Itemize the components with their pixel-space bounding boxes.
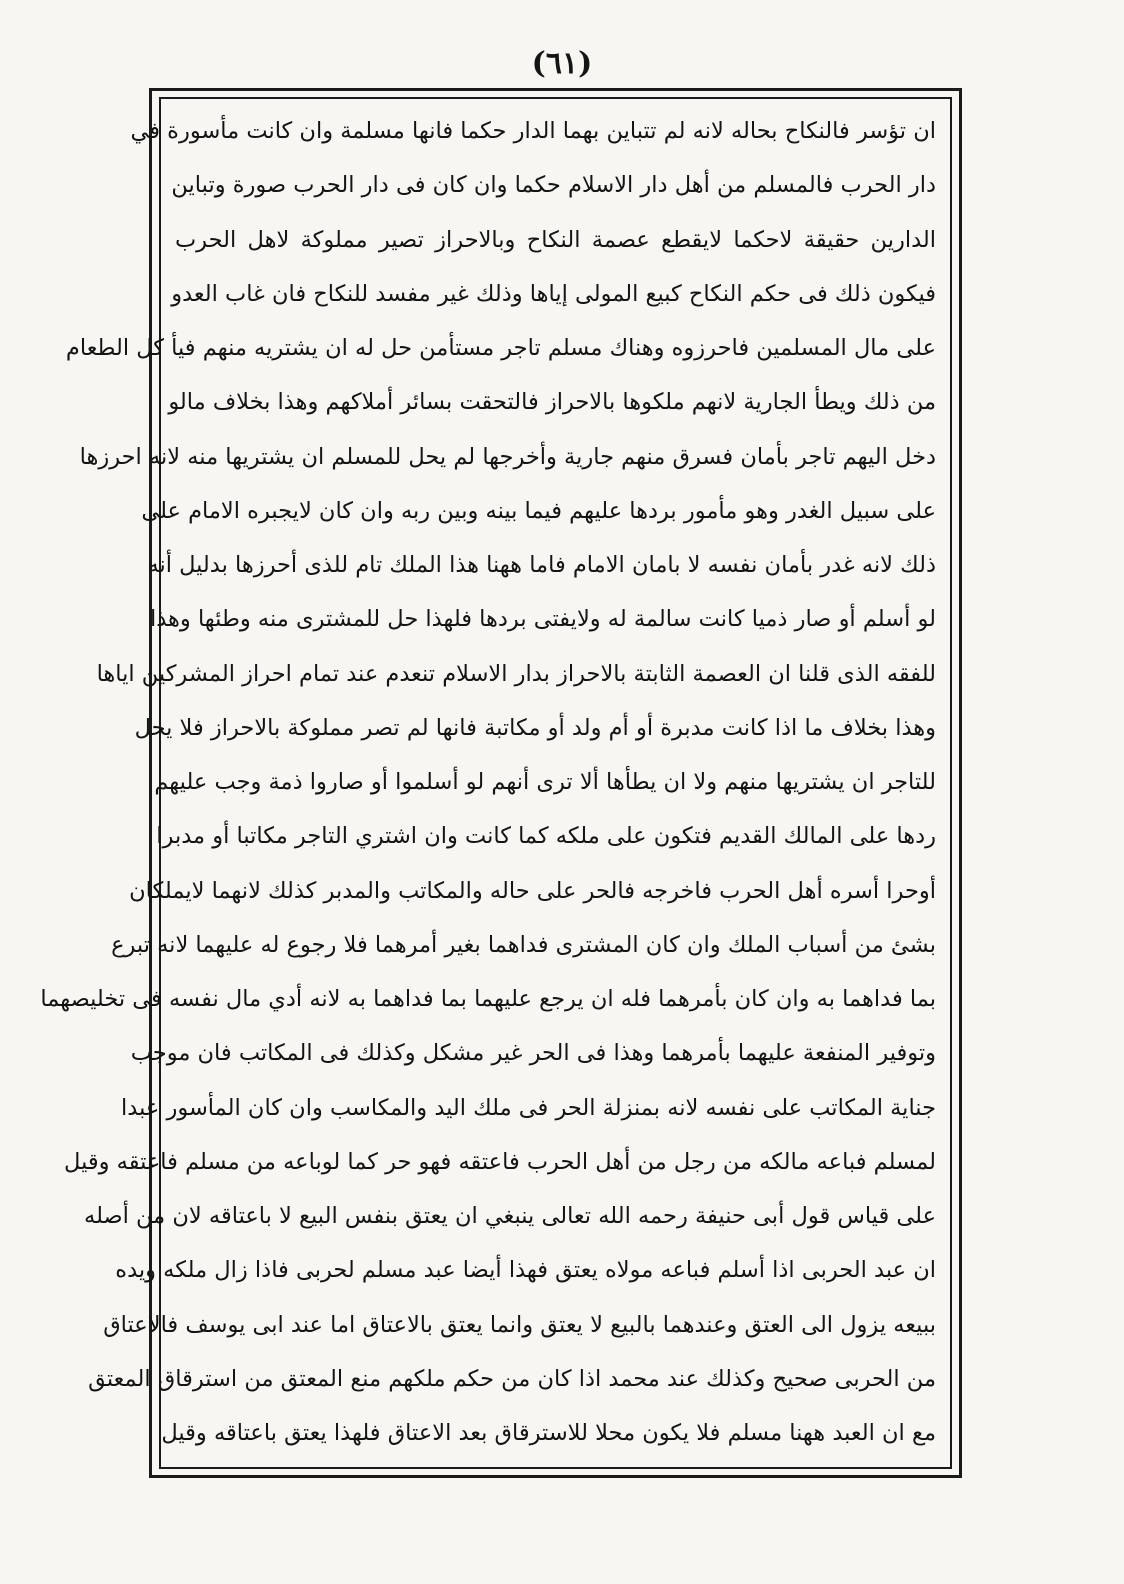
text-line: ردها على المالك القديم فتكون على ملكه كما كانت وان اشتري التاجر مكاتبا أو مدبرا [156,823,936,850]
text-line: بشئ من أسباب الملك وان كان المشترى فداهما بغير أمرهما فلا رجوع له عليهما لانه تبرع [111,931,936,958]
text-line: الدارين حقيقة لاحكما لايقطع عصمة النكاح وبالاحراز تصير مملوكة لاهل الحرب [175,226,936,253]
text-line: لو أسلم أو صار ذميا كانت سالمة له ولايفتى بردها فلهذا حل للمشترى منه وطئها وهذا [150,606,936,633]
text-line: دار الحرب فالمسلم من أهل دار الاسلام حكما وان كان فى دار الحرب صورة وتباين [171,172,936,199]
text-line: ان عبد الحربى اذا أسلم فباعه مولاه يعتق فهذا أيضا عبد مسلم لحربى فاذا زال ملكه ويده [115,1257,936,1284]
text-line: وهذا بخلاف ما اذا كانت مدبرة أو أم ولد أو مكاتبة فانها لم تصر مملوكة بالاحراز فلا يحل [134,714,936,741]
text-line: للتاجر ان يشتريها منهم ولا ان يطأها ألا ترى أنهم لو أسلموا أو صاروا ذمة وجب عليهم [154,769,936,795]
text-line: فيكون ذلك فى حكم النكاح كبيع المولى إياها وذلك غير مفسد للنكاح فان غاب العدو [171,280,936,307]
text-line: بما فداهما به وان كان بأمرهما فله ان يرجع عليهما بما فداهما به لانه أدي مال نفسه فى تخليصهما [40,986,936,1012]
text-line: دخل اليهم تاجر بأمان فسرق منهم جارية وأخرجها لم يحل للمسلم ان يشتريها منه لانه احرزها [79,443,936,470]
text-line: من ذلك ويطأ الجارية لانهم ملكوها بالاحراز فالتحقت بسائر أملاكهم وهذا بخلاف مالو [168,389,936,416]
page-number: (٦١) [531,46,593,81]
text-line: ذلك لانه غدر بأمان نفسه لا بامان الامام فاما ههنا هذا الملك تام للذى أحرزها بدليل أنه [147,552,936,578]
text-line: على سبيل الغدر وهو مأمور بردها عليهم فيما بينه وبين ربه وان كان لايجبره الامام على [141,497,936,524]
text-line: من الحربى صحيح وكذلك عند محمد اذا كان من حكم ملكهم منع المعتق من استرقاق المعتق [88,1365,936,1392]
text-line: للفقه الذى قلنا ان العصمة الثابتة بالاحراز بدار الاسلام تنعدم عند تمام احراز المشركين اياها [96,660,936,687]
text-line: على قياس قول أبى حنيفة رحمه الله تعالى ينبغي ان يعتق بنفس البيع لا باعتاقه لان من أصله [84,1203,936,1229]
text-line: مع ان العبد ههنا مسلم فلا يكون محلا للاسترقاق بعد الاعتاق فلهذا يعتق باعتاقه وقيل [161,1420,936,1446]
text-line: أوحرا أسره أهل الحرب فاخرجه فالحر على حاله والمكاتب والمدبر كذلك لانهما لايملكان [129,877,936,904]
text-line: وتوفير المنفعة عليهما بأمرهما وهذا فى الحر غير مشكل وكذلك فى المكاتب فان موجب [130,1040,936,1067]
text-line: ان تؤسر فالنكاح بحاله لانه لم تتباين بهما الدار حكما فانها مسلمة وان كانت مأسورة في [130,118,936,144]
text-line: ببيعه يزول الى العتق وعندهما بالبيع لا يعتق وانما يعتق بالاعتاق اما عند ابى يوسف فالاعتاق [103,1311,936,1338]
body-text [40,104,942,1460]
text-line: على مال المسلمين فاحرزوه وهناك مسلم تاجر مستأمن حل له ان يشتريه منهم فيأ كل الطعام [65,335,936,361]
text-line: جناية المكاتب على نفسه لانه بمنزلة الحر فى ملك اليد والمكاسب وان كان المأسور عبدا [121,1094,936,1121]
text-line: لمسلم فباعه مالكه من رجل من أهل الحرب فاعتقه فهو حر كما لوباعه من مسلم فاعتقه وقيل [64,1148,936,1175]
